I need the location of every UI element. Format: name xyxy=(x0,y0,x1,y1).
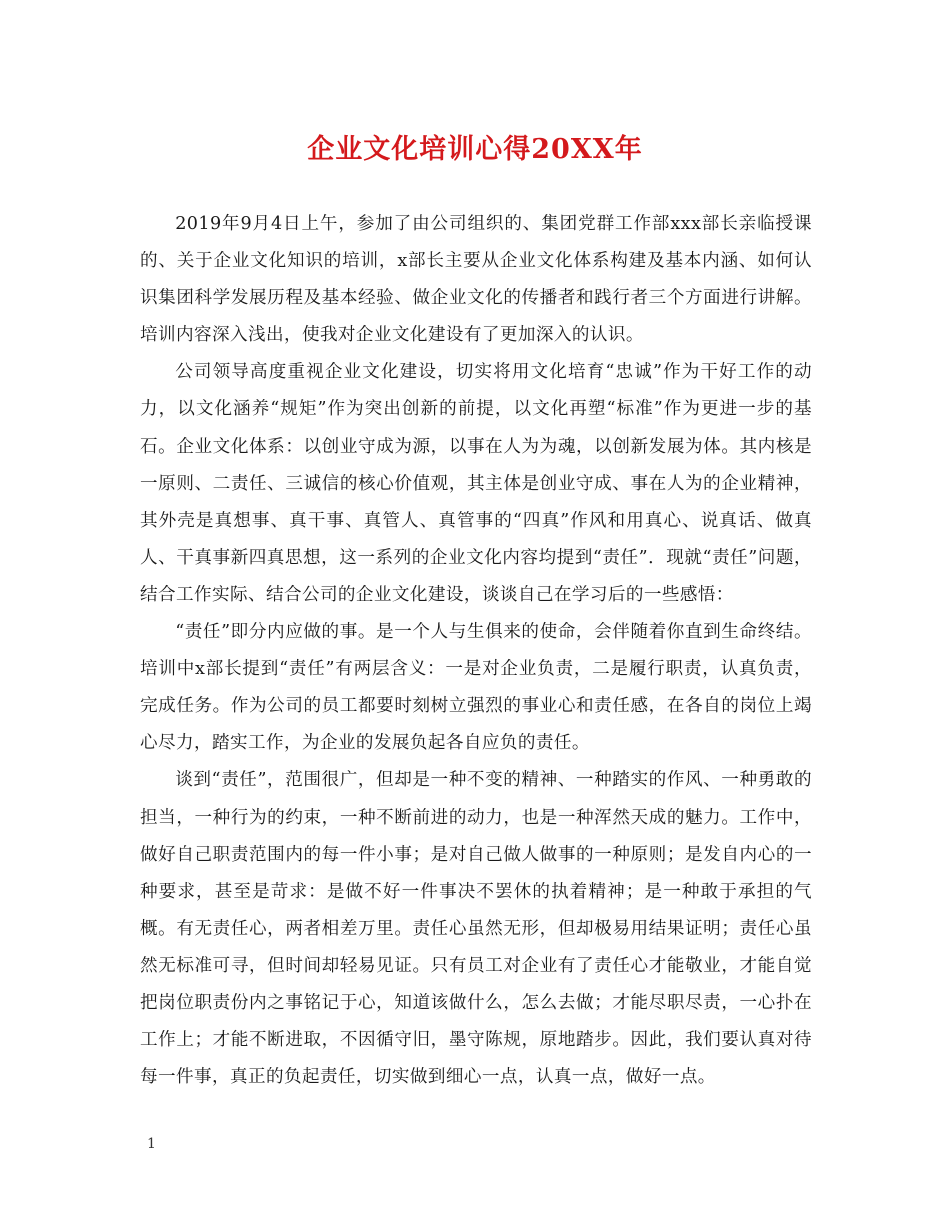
page-number: 1 xyxy=(147,1136,156,1152)
document-body xyxy=(140,206,812,1096)
document-title: 企业文化培训心得20XX年 xyxy=(307,134,643,165)
paragraph-1: 2019年9月4日上午，参加了由公司组织的、集团党群工作部xxx部长亲临授课的、关于企业文化知识的培训，x部长主要从企业文化体系构建及基本内涵、如何认识集团科学发展历程及基本经验、做企业文化的传播者和践行者三个方面进行讲解。培训内容深入浅出，使我对企业文化建设有了更加深入的认识。 xyxy=(140,214,812,346)
paragraph-4: 谈到“责任”，范围很广，但却是一种不变的精神、一种踏实的作风、一种勇敢的担当，一种行为的约束，一种不断前进的动力，也是一种浑然天成的魅力。工作中，做好自己职责范围内的每一件小事；是对自己做人做事的一种原则；是发自内心的一种要求，甚至是苛求：是做不好一件事决不罢休的执着精神；是一种敢于承担的气概。有无责任心，两者相差万里。责任心虽然无形，但却极易用结果证明；责任心虽然无标准可寻，但时间却轻易见证。只有员工对企业有了责任心才能敬业，才能自觉把岗位职责份内之事铭记于心，知道该做什么，怎么去做；才能尽职尽责，一心扑在工作上；才能不断进取，不因循守旧，墨守陈规，原地踏步。因此，我们要认真对待每一件事，真正的负起责任，切实做到细心一点，认真一点，做好一点。 xyxy=(140,770,812,1088)
paragraph-2: 公司领导高度重视企业文化建设，切实将用文化培育“忠诚”作为干好工作的动力，以文化涵养“规矩”作为突出创新的前提，以文化再塑“标准”作为更进一步的基石。企业文化体系：以创业守成为源，以事在人为为魂，以创新发展为体。其内核是一原则、二责任、三诚信的核心价值观，其主体是创业守成、事在人为的企业精神，其外壳是真想事、真干事、真管人、真管事的“四真”作风和用真心、说真话、做真人、干真事新四真思想，这一系列的企业文化内容均提到“责任”．现就“责任”问题，结合工作实际、结合公司的企业文化建设，谈谈自己在学习后的一些感悟： xyxy=(140,362,812,605)
paragraph-3: “责任”即分内应做的事。是一个人与生俱来的使命，会伴随着你直到生命终结。培训中x部长提到“责任”有两层含义：一是对企业负责，二是履行职责，认真负责，完成任务。作为公司的员工都要时刻树立强烈的事业心和责任感，在各自的岗位上竭心尽力，踏实工作，为企业的发展负起各自应负的责任。 xyxy=(140,622,812,754)
